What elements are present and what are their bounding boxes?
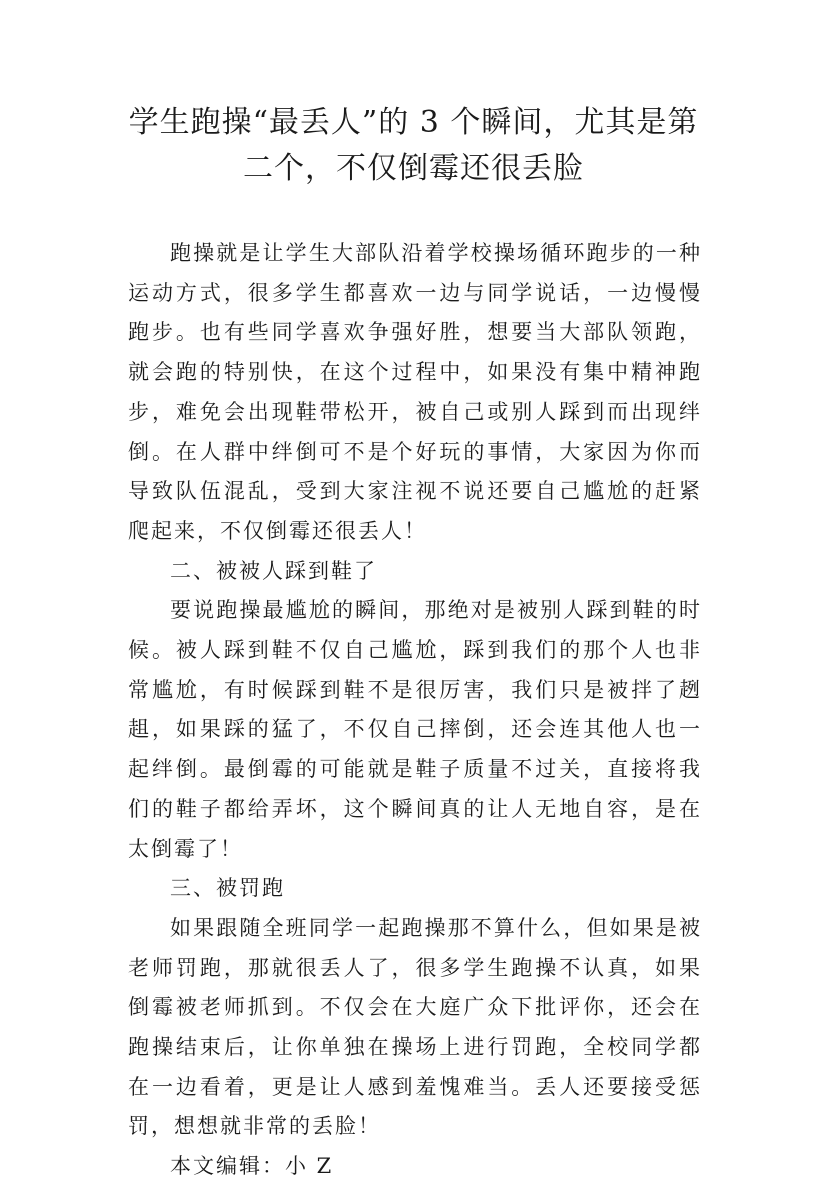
document-title	[100, 100, 727, 192]
title-line-1: 学生跑操“最丢人”的 3 个瞬间，尤其是第	[128, 105, 699, 140]
document-body	[128, 234, 702, 1187]
section-2-paragraph: 要说跑操最尴尬的瞬间，那绝对是被别人踩到鞋的时候。被人踩到鞋不仅自己尴尬，踩到我们的那个人也非常尴尬，有时候踩到鞋不是很厉害，我们只是被拌了趔趄，如果踩的猛了，不仅自己摔倒，还会连其他人也一起绊倒。最倒霉的可能就是鞋子质量不过关，直接将我们的鞋子都给弄坏，这个瞬间真的让人无地自容，是在太倒霉了！	[128, 598, 702, 861]
section-heading-3: 三、被罚跑	[170, 876, 285, 901]
intro-paragraph: 跑操就是让学生大部队沿着学校操场循环跑步的一种运动方式，很多学生都喜欢一边与同学说话，一边慢慢跑步。也有些同学喜欢争强好胜，想要当大部队领跑，就会跑的特别快，在这个过程中，如果没有集中精神跑步，难免会出现鞋带松开，被自己或别人踩到而出现绊倒。在人群中绊倒可不是个好玩的事情，大家因为你而导致队伍混乱，受到大家注视不说还要自己尴尬的赶紧爬起来，不仅倒霉还很丢人！	[128, 241, 702, 543]
title-line-2: 二个，不仅倒霉还很丢脸	[243, 151, 584, 186]
section-3-paragraph: 如果跟随全班同学一起跑操那不算什么，但如果是被老师罚跑，那就很丢人了，很多学生跑操不认真，如果倒霉被老师抓到。不仅会在大庭广众下批评你，还会在跑操结束后，让你单独在操场上进行罚跑，全校同学都在一边看着，更是让人感到羞愧难当。丢人还要接受惩罚，想想就非常的丢脸！	[128, 915, 702, 1139]
section-heading-2: 二、被被人踩到鞋了	[170, 558, 377, 583]
editor-credit: 本文编辑：小 Z	[170, 1154, 334, 1179]
